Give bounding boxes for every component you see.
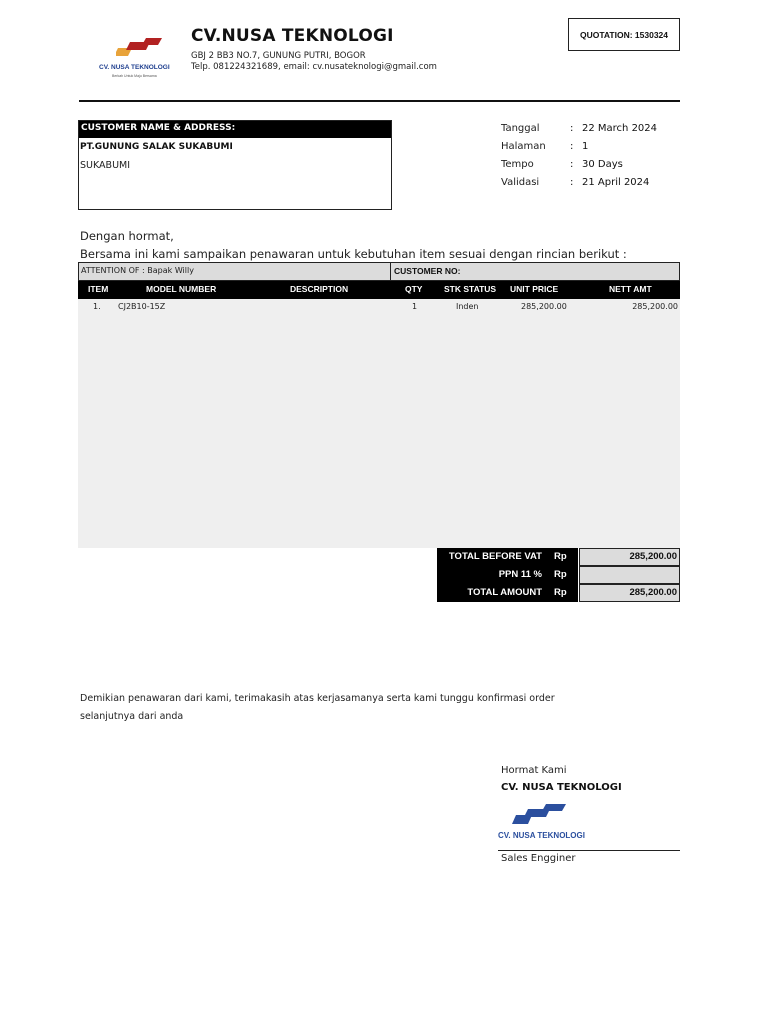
row-qty: 1: [412, 302, 418, 311]
signature-company: CV. NUSA TEKNOLOGI: [501, 782, 622, 793]
signature-line: [498, 850, 680, 851]
total-amount-text: TOTAL AMOUNT: [467, 587, 542, 598]
signature-role: Sales Engginer: [501, 853, 576, 864]
meta-colon: :: [570, 123, 574, 134]
signature-logo: [498, 804, 588, 844]
total-amount-value: 285,200.00: [579, 584, 680, 602]
row-model: CJ2B10-15Z: [118, 302, 166, 311]
col-stk-status: STK STATUS: [444, 284, 497, 294]
letter-intro: Bersama ini kami sampaikan penawaran untuk kebutuhan item sesuai dengan rincian berikut :: [80, 247, 627, 261]
company-logo: [92, 32, 180, 84]
currency-label: Rp: [554, 587, 567, 598]
row-nett-amt: 285,200.00: [632, 302, 678, 311]
meta-label-tanggal: Tanggal: [501, 123, 540, 134]
meta-label-validasi: Validasi: [501, 177, 540, 188]
customer-name: PT.GUNUNG SALAK SUKABUMI: [80, 142, 233, 152]
meta-value-validasi: 21 April 2024: [582, 177, 650, 188]
customer-no: CUSTOMER NO:: [394, 266, 461, 276]
meta-colon: :: [570, 177, 574, 188]
company-name: CV.NUSA TEKNOLOGI: [191, 26, 394, 46]
ppn-value: [579, 566, 680, 584]
company-contact: Telp. 081224321689, email: cv.nusateknologi@gmail.com: [191, 62, 437, 72]
col-unit-price: UNIT PRICE: [510, 284, 559, 294]
customer-box: [78, 120, 392, 210]
ppn-label: [437, 566, 578, 584]
total-before-vat-label: [437, 548, 578, 566]
signature-logo-text: CV. NUSA TEKNOLOGI: [498, 831, 585, 840]
customer-heading: CUSTOMER NAME & ADDRESS:: [79, 121, 391, 138]
attention-of: ATTENTION OF : Bapak Willy: [79, 263, 391, 280]
col-model: MODEL NUMBER: [146, 284, 217, 294]
logo-mark-icon: [116, 38, 166, 60]
table-header: [78, 281, 680, 299]
row-item: 1.: [93, 302, 101, 311]
letter-greeting: Dengan hormat,: [80, 229, 174, 243]
company-address: GBJ 2 BB3 NO.7, GUNUNG PUTRI, BOGOR: [191, 51, 366, 61]
total-amount-label: [437, 584, 578, 602]
meta-label-halaman: Halaman: [501, 141, 546, 152]
ppn-text: PPN 11 %: [498, 569, 542, 580]
meta-value-tanggal: 22 March 2024: [582, 123, 658, 134]
meta-colon: :: [570, 141, 574, 152]
col-description: DESCRIPTION: [290, 284, 349, 294]
row-unit-price: 285,200.00: [521, 302, 567, 311]
meta-label-tempo: Tempo: [501, 159, 534, 170]
closing-line-1: Demikian penawaran dari kami, terimakasih atas kerjasamanya serta kami tunggu konfirmasi order: [80, 693, 555, 704]
regards-text: Hormat Kami: [501, 765, 567, 776]
col-qty: QTY: [405, 284, 423, 294]
currency-label: Rp: [554, 551, 567, 562]
row-stk-status: Inden: [456, 302, 479, 311]
logo-tagline: Berkah Untuk Maju Bersama: [112, 74, 157, 78]
table-row: [78, 299, 680, 315]
col-item: ITEM: [88, 284, 109, 294]
total-before-vat-value: 285,200.00: [579, 548, 680, 566]
logo-text: CV. NUSA TEKNOLOGI: [99, 64, 170, 71]
quotation-number: QUOTATION: 1530324: [568, 18, 680, 51]
signature-logo-mark-icon: [512, 804, 568, 826]
table-body: [78, 299, 680, 548]
col-nett-amt: NETT AMT: [609, 284, 652, 294]
attention-row: [78, 262, 680, 281]
currency-label: Rp: [554, 569, 567, 580]
meta-colon: :: [570, 159, 574, 170]
total-before-vat-text: TOTAL BEFORE VAT: [448, 551, 542, 562]
meta-value-tempo: 30 Days: [582, 159, 623, 170]
header-divider: [79, 100, 680, 102]
closing-line-2: selanjutnya dari anda: [80, 711, 184, 722]
customer-city: SUKABUMI: [80, 160, 131, 171]
meta-value-halaman: 1: [582, 141, 589, 152]
